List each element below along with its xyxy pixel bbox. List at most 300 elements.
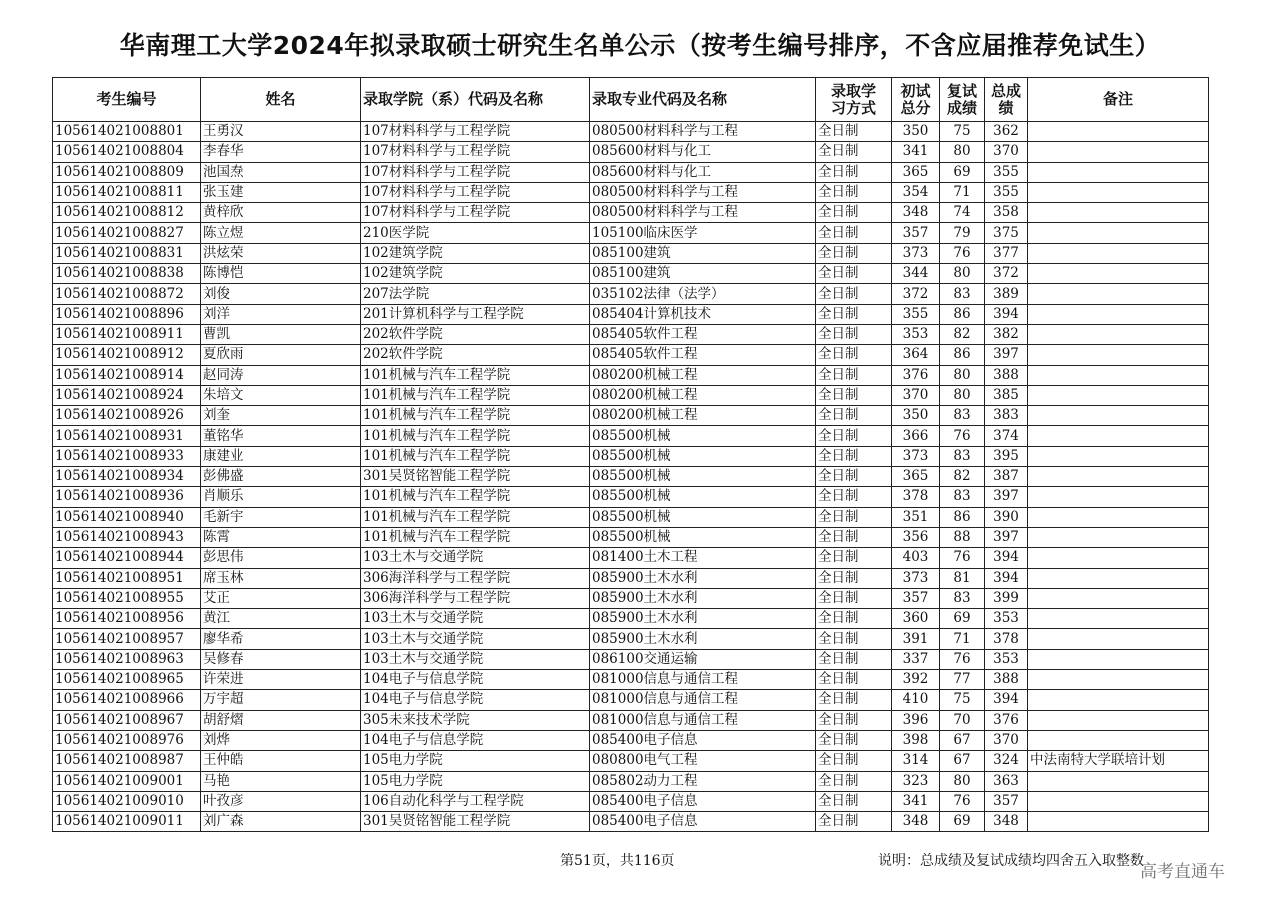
cell-id: 105614021008951: [53, 568, 201, 588]
cell-note: [1028, 142, 1209, 162]
table-row: [53, 203, 1209, 223]
cell-id: 105614021008976: [53, 730, 201, 750]
cell-note: [1028, 345, 1209, 365]
table-row: [53, 771, 1209, 791]
cell-note: [1028, 670, 1209, 690]
footer-note: 说明：总成绩及复试成绩均四舍五入取整数: [878, 853, 1144, 869]
cell-id: 105614021008944: [53, 548, 201, 568]
cell-id: 105614021008965: [53, 670, 201, 690]
cell-total-score: 370: [985, 142, 1028, 162]
cell-college: 103土木与交通学院: [361, 649, 590, 669]
cell-retest-score: 83: [940, 406, 985, 426]
cell-major: 085400电子信息: [590, 791, 816, 811]
header-mode-line2: 习方式: [830, 98, 876, 117]
cell-id: 105614021008936: [53, 487, 201, 507]
cell-note: [1028, 223, 1209, 243]
cell-first-score: 337: [892, 649, 940, 669]
cell-name: 康建业: [201, 446, 361, 466]
cell-mode: 全日制: [816, 670, 892, 690]
cell-first-score: 360: [892, 609, 940, 629]
cell-id: 105614021008831: [53, 243, 201, 263]
cell-mode: 全日制: [816, 365, 892, 385]
table-row: [53, 284, 1209, 304]
cell-id: 105614021008940: [53, 507, 201, 527]
cell-major: 085600材料与化工: [590, 142, 816, 162]
cell-note: [1028, 284, 1209, 304]
cell-first-score: 341: [892, 791, 940, 811]
header-total-line2: 绩: [998, 98, 1014, 117]
cell-name: 艾正: [201, 588, 361, 608]
cell-note: [1028, 507, 1209, 527]
cell-retest-score: 80: [940, 771, 985, 791]
cell-mode: 全日制: [816, 771, 892, 791]
cell-retest-score: 77: [940, 670, 985, 690]
cell-major: 080800电气工程: [590, 751, 816, 771]
cell-mode: 全日制: [816, 142, 892, 162]
cell-first-score: 372: [892, 284, 940, 304]
cell-first-score: 398: [892, 730, 940, 750]
cell-first-score: 353: [892, 324, 940, 344]
cell-mode: 全日制: [816, 710, 892, 730]
header-retest-line2: 成绩: [946, 98, 977, 117]
cell-college: 104电子与信息学院: [361, 690, 590, 710]
cell-first-score: 365: [892, 467, 940, 487]
cell-retest-score: 83: [940, 588, 985, 608]
cell-total-score: 397: [985, 527, 1028, 547]
table-row: [53, 487, 1209, 507]
table-row: [53, 791, 1209, 811]
cell-retest-score: 86: [940, 304, 985, 324]
cell-name: 陈立煜: [201, 223, 361, 243]
table-row: [53, 527, 1209, 547]
cell-major: 085500机械: [590, 426, 816, 446]
cell-note: [1028, 609, 1209, 629]
cell-name: 胡舒熠: [201, 710, 361, 730]
cell-major: 105100临床医学: [590, 223, 816, 243]
cell-name: 池国焘: [201, 162, 361, 182]
cell-note: [1028, 527, 1209, 547]
cell-name: 陈博恺: [201, 264, 361, 284]
cell-note: [1028, 467, 1209, 487]
header-retest-line1: 复试: [946, 81, 977, 100]
cell-mode: 全日制: [816, 507, 892, 527]
cell-first-score: 376: [892, 365, 940, 385]
cell-major: 085500机械: [590, 507, 816, 527]
cell-first-score: 410: [892, 690, 940, 710]
cell-major: 085600材料与化工: [590, 162, 816, 182]
cell-total-score: 389: [985, 284, 1028, 304]
cell-total-score: 399: [985, 588, 1028, 608]
cell-college: 104电子与信息学院: [361, 670, 590, 690]
cell-major: 085400电子信息: [590, 730, 816, 750]
cell-total-score: 353: [985, 609, 1028, 629]
cell-total-score: 388: [985, 670, 1028, 690]
cell-id: 105614021008924: [53, 385, 201, 405]
cell-name: 刘广森: [201, 812, 361, 832]
cell-total-score: 377: [985, 243, 1028, 263]
cell-total-score: 394: [985, 568, 1028, 588]
cell-college: 103土木与交通学院: [361, 548, 590, 568]
cell-id: 105614021008966: [53, 690, 201, 710]
cell-college: 101机械与汽车工程学院: [361, 507, 590, 527]
cell-mode: 全日制: [816, 284, 892, 304]
cell-id: 105614021008957: [53, 629, 201, 649]
cell-name: 李春华: [201, 142, 361, 162]
cell-name: 刘洋: [201, 304, 361, 324]
cell-first-score: 350: [892, 406, 940, 426]
cell-first-score: 357: [892, 223, 940, 243]
cell-name: 马艳: [201, 771, 361, 791]
table-row: [53, 751, 1209, 771]
cell-mode: 全日制: [816, 182, 892, 202]
cell-first-score: 392: [892, 670, 940, 690]
cell-first-score: 366: [892, 426, 940, 446]
cell-total-score: 357: [985, 791, 1028, 811]
cell-college: 101机械与汽车工程学院: [361, 527, 590, 547]
cell-total-score: 382: [985, 324, 1028, 344]
cell-college: 107材料科学与工程学院: [361, 203, 590, 223]
cell-total-score: 355: [985, 182, 1028, 202]
cell-name: 黄梓欣: [201, 203, 361, 223]
cell-name: 吴修春: [201, 649, 361, 669]
cell-retest-score: 74: [940, 203, 985, 223]
cell-retest-score: 80: [940, 365, 985, 385]
cell-name: 张玉建: [201, 182, 361, 202]
cell-first-score: 378: [892, 487, 940, 507]
cell-retest-score: 83: [940, 487, 985, 507]
cell-retest-score: 86: [940, 507, 985, 527]
cell-note: [1028, 324, 1209, 344]
cell-college: 107材料科学与工程学院: [361, 182, 590, 202]
watermark: 高考直通车: [1140, 862, 1225, 882]
cell-note: [1028, 730, 1209, 750]
cell-name: 朱培文: [201, 385, 361, 405]
cell-college: 301吴贤铭智能工程学院: [361, 812, 590, 832]
table-header-row: [53, 78, 1209, 122]
cell-college: 107材料科学与工程学院: [361, 162, 590, 182]
cell-college: 101机械与汽车工程学院: [361, 365, 590, 385]
header-college: 录取学院（系）代码及名称: [361, 78, 590, 122]
cell-mode: 全日制: [816, 751, 892, 771]
cell-retest-score: 83: [940, 284, 985, 304]
cell-id: 105614021008914: [53, 365, 201, 385]
table-row: [53, 345, 1209, 365]
cell-mode: 全日制: [816, 527, 892, 547]
header-first-line2: 总分: [900, 98, 931, 117]
cell-college: 305未来技术学院: [361, 710, 590, 730]
cell-note: [1028, 243, 1209, 263]
table-row: [53, 446, 1209, 466]
cell-name: 赵同涛: [201, 365, 361, 385]
cell-name: 叶孜彦: [201, 791, 361, 811]
table-row: [53, 162, 1209, 182]
cell-college: 104电子与信息学院: [361, 730, 590, 750]
cell-college: 103土木与交通学院: [361, 629, 590, 649]
cell-id: 105614021008804: [53, 142, 201, 162]
cell-first-score: 365: [892, 162, 940, 182]
cell-total-score: 378: [985, 629, 1028, 649]
cell-total-score: 397: [985, 345, 1028, 365]
cell-college: 101机械与汽车工程学院: [361, 406, 590, 426]
cell-note: [1028, 406, 1209, 426]
cell-major: 085802动力工程: [590, 771, 816, 791]
cell-total-score: 358: [985, 203, 1028, 223]
cell-note: [1028, 710, 1209, 730]
cell-name: 彭佛盛: [201, 467, 361, 487]
cell-college: 105电力学院: [361, 771, 590, 791]
cell-retest-score: 82: [940, 324, 985, 344]
cell-retest-score: 71: [940, 182, 985, 202]
cell-mode: 全日制: [816, 203, 892, 223]
cell-name: 肖顺乐: [201, 487, 361, 507]
table-row: [53, 507, 1209, 527]
table-row: [53, 304, 1209, 324]
cell-first-score: 373: [892, 446, 940, 466]
cell-college: 306海洋科学与工程学院: [361, 568, 590, 588]
cell-college: 106自动化科学与工程学院: [361, 791, 590, 811]
cell-note: [1028, 812, 1209, 832]
cell-mode: 全日制: [816, 324, 892, 344]
cell-name: 曹凯: [201, 324, 361, 344]
cell-name: 万宇超: [201, 690, 361, 710]
cell-first-score: 348: [892, 203, 940, 223]
cell-college: 103土木与交通学院: [361, 609, 590, 629]
cell-major: 085405软件工程: [590, 345, 816, 365]
cell-retest-score: 70: [940, 710, 985, 730]
cell-note: [1028, 487, 1209, 507]
table-row: [53, 142, 1209, 162]
cell-major: 085900土木水利: [590, 609, 816, 629]
cell-first-score: 357: [892, 588, 940, 608]
cell-name: 席玉林: [201, 568, 361, 588]
cell-retest-score: 67: [940, 730, 985, 750]
cell-mode: 全日制: [816, 629, 892, 649]
cell-note: [1028, 690, 1209, 710]
admission-table: [52, 77, 1209, 832]
cell-total-score: 348: [985, 812, 1028, 832]
cell-retest-score: 80: [940, 264, 985, 284]
cell-major: 086100交通运输: [590, 649, 816, 669]
cell-total-score: 388: [985, 365, 1028, 385]
cell-mode: 全日制: [816, 446, 892, 466]
cell-first-score: 403: [892, 548, 940, 568]
table-row: [53, 324, 1209, 344]
cell-college: 101机械与汽车工程学院: [361, 487, 590, 507]
table-row: [53, 243, 1209, 263]
cell-id: 105614021008987: [53, 751, 201, 771]
cell-major: 081400土木工程: [590, 548, 816, 568]
cell-total-score: 376: [985, 710, 1028, 730]
cell-major: 085100建筑: [590, 243, 816, 263]
header-retest-score: [940, 78, 985, 122]
header-mode-line1: 录取学: [830, 81, 876, 100]
table-row: [53, 568, 1209, 588]
cell-major: 085900土木水利: [590, 588, 816, 608]
cell-college: 202软件学院: [361, 345, 590, 365]
cell-id: 105614021008931: [53, 426, 201, 446]
cell-college: 210医学院: [361, 223, 590, 243]
cell-retest-score: 71: [940, 629, 985, 649]
cell-mode: 全日制: [816, 385, 892, 405]
cell-id: 105614021009011: [53, 812, 201, 832]
cell-major: 080200机械工程: [590, 365, 816, 385]
cell-major: 080200机械工程: [590, 385, 816, 405]
cell-college: 107材料科学与工程学院: [361, 122, 590, 142]
cell-college: 301吴贤铭智能工程学院: [361, 467, 590, 487]
table-row: [53, 467, 1209, 487]
cell-major: 080500材料科学与工程: [590, 203, 816, 223]
cell-total-score: 370: [985, 730, 1028, 750]
cell-first-score: 370: [892, 385, 940, 405]
cell-total-score: 397: [985, 487, 1028, 507]
cell-id: 105614021008801: [53, 122, 201, 142]
cell-first-score: 356: [892, 527, 940, 547]
cell-id: 105614021008926: [53, 406, 201, 426]
table-row: [53, 690, 1209, 710]
table-row: [53, 649, 1209, 669]
cell-major: 085405软件工程: [590, 324, 816, 344]
cell-first-score: 314: [892, 751, 940, 771]
cell-mode: 全日制: [816, 223, 892, 243]
cell-college: 102建筑学院: [361, 243, 590, 263]
cell-college: 201计算机科学与工程学院: [361, 304, 590, 324]
cell-college: 101机械与汽车工程学院: [361, 385, 590, 405]
header-total-line1: 总成: [990, 81, 1021, 100]
cell-retest-score: 80: [940, 385, 985, 405]
cell-mode: 全日制: [816, 812, 892, 832]
cell-retest-score: 69: [940, 812, 985, 832]
table-row: [53, 122, 1209, 142]
cell-id: 105614021008911: [53, 324, 201, 344]
cell-note: [1028, 568, 1209, 588]
cell-name: 刘俊: [201, 284, 361, 304]
cell-id: 105614021008872: [53, 284, 201, 304]
table-row: [53, 670, 1209, 690]
cell-major: 035102法律（法学）: [590, 284, 816, 304]
header-note: 备注: [1028, 78, 1209, 122]
header-mode: [816, 78, 892, 122]
page-title: 华南理工大学2024年拟录取硕士研究生名单公示（按考生编号排序，不含应届推荐免试生）: [119, 31, 1161, 60]
cell-name: 黄江: [201, 609, 361, 629]
cell-major: 085100建筑: [590, 264, 816, 284]
header-total-score: [985, 78, 1028, 122]
cell-id: 105614021008943: [53, 527, 201, 547]
cell-mode: 全日制: [816, 162, 892, 182]
cell-college: 202软件学院: [361, 324, 590, 344]
cell-note: [1028, 629, 1209, 649]
table-row: [53, 426, 1209, 446]
cell-name: 董铭华: [201, 426, 361, 446]
cell-major: 085500机械: [590, 487, 816, 507]
cell-retest-score: 76: [940, 426, 985, 446]
cell-name: 彭思伟: [201, 548, 361, 568]
cell-mode: 全日制: [816, 690, 892, 710]
cell-mode: 全日制: [816, 609, 892, 629]
cell-first-score: 323: [892, 771, 940, 791]
table-row: [53, 548, 1209, 568]
cell-total-score: 355: [985, 162, 1028, 182]
cell-major: 085500机械: [590, 446, 816, 466]
cell-name: 洪炫荣: [201, 243, 361, 263]
cell-retest-score: 83: [940, 446, 985, 466]
cell-mode: 全日制: [816, 588, 892, 608]
table-row: [53, 710, 1209, 730]
cell-retest-score: 76: [940, 243, 985, 263]
table-row: [53, 609, 1209, 629]
cell-first-score: 373: [892, 568, 940, 588]
cell-note: [1028, 122, 1209, 142]
cell-retest-score: 69: [940, 162, 985, 182]
cell-mode: 全日制: [816, 649, 892, 669]
header-first-score: [892, 78, 940, 122]
cell-total-score: 324: [985, 751, 1028, 771]
cell-name: 刘奎: [201, 406, 361, 426]
header-id: 考生编号: [53, 78, 201, 122]
cell-total-score: 363: [985, 771, 1028, 791]
cell-retest-score: 76: [940, 649, 985, 669]
cell-name: 刘烨: [201, 730, 361, 750]
cell-college: 207法学院: [361, 284, 590, 304]
cell-mode: 全日制: [816, 467, 892, 487]
cell-first-score: 351: [892, 507, 940, 527]
cell-first-score: 348: [892, 812, 940, 832]
cell-first-score: 355: [892, 304, 940, 324]
cell-retest-score: 82: [940, 467, 985, 487]
cell-note: [1028, 446, 1209, 466]
table-row: [53, 365, 1209, 385]
cell-college: 107材料科学与工程学院: [361, 142, 590, 162]
cell-note: [1028, 426, 1209, 446]
cell-id: 105614021008896: [53, 304, 201, 324]
table-row: [53, 629, 1209, 649]
cell-note: [1028, 365, 1209, 385]
cell-retest-score: 88: [940, 527, 985, 547]
cell-total-score: 353: [985, 649, 1028, 669]
cell-total-score: 395: [985, 446, 1028, 466]
cell-retest-score: 67: [940, 751, 985, 771]
table-row: [53, 264, 1209, 284]
cell-note: 中法南特大学联培计划: [1028, 751, 1209, 771]
cell-total-score: 372: [985, 264, 1028, 284]
page-number: 第51页，共116页: [560, 853, 675, 869]
table-row: [53, 812, 1209, 832]
cell-total-score: 394: [985, 548, 1028, 568]
cell-note: [1028, 182, 1209, 202]
cell-retest-score: 79: [940, 223, 985, 243]
cell-major: 080500材料科学与工程: [590, 182, 816, 202]
cell-retest-score: 75: [940, 690, 985, 710]
cell-mode: 全日制: [816, 548, 892, 568]
cell-name: 夏欣雨: [201, 345, 361, 365]
header-first-line1: 初试: [900, 81, 931, 100]
cell-mode: 全日制: [816, 122, 892, 142]
header-name: 姓名: [201, 78, 361, 122]
cell-total-score: 374: [985, 426, 1028, 446]
header-major: 录取专业代码及名称: [590, 78, 816, 122]
cell-major: 080200机械工程: [590, 406, 816, 426]
table-row: [53, 182, 1209, 202]
cell-first-score: 364: [892, 345, 940, 365]
cell-total-score: 362: [985, 122, 1028, 142]
cell-college: 105电力学院: [361, 751, 590, 771]
cell-id: 105614021008955: [53, 588, 201, 608]
cell-id: 105614021008963: [53, 649, 201, 669]
cell-id: 105614021009001: [53, 771, 201, 791]
cell-retest-score: 76: [940, 791, 985, 811]
cell-total-score: 390: [985, 507, 1028, 527]
cell-id: 105614021008809: [53, 162, 201, 182]
cell-college: 306海洋科学与工程学院: [361, 588, 590, 608]
